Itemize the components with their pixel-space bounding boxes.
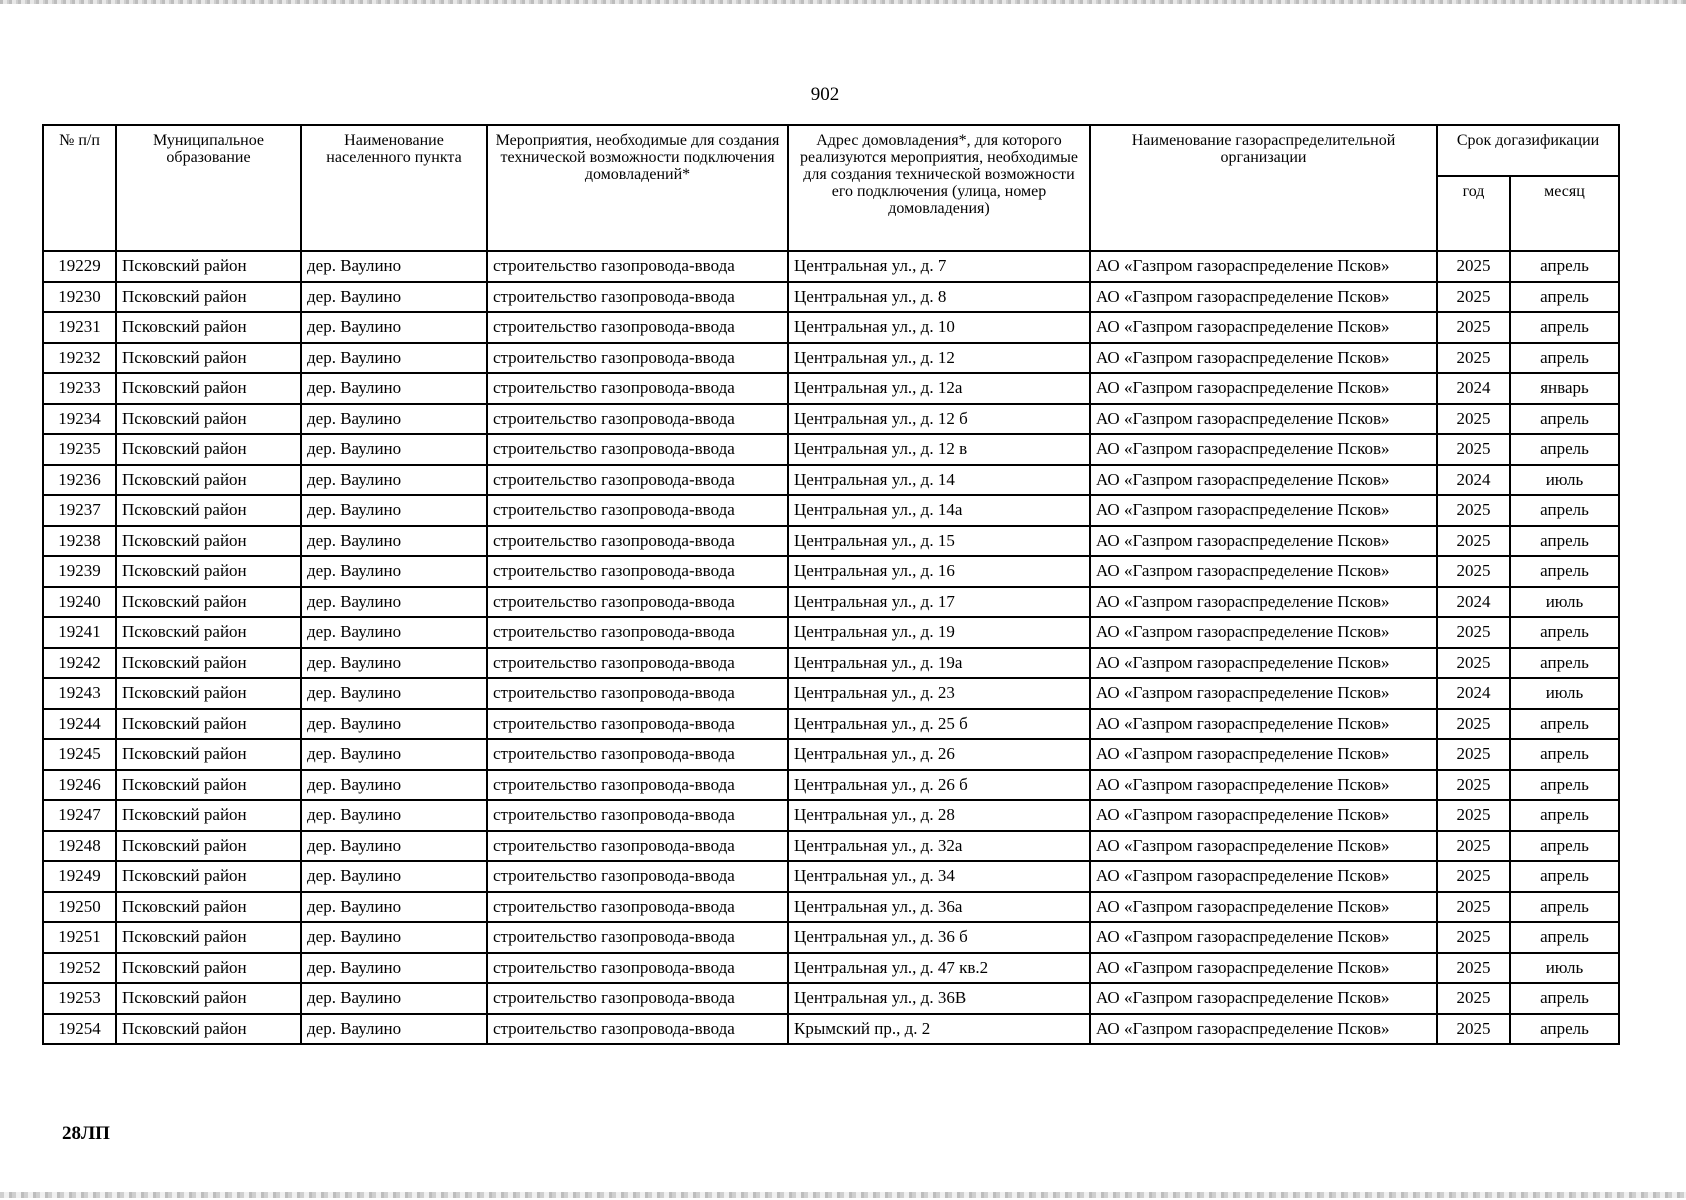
- cell-address: Центральная ул., д. 36 б: [788, 922, 1090, 953]
- cell-organization: АО «Газпром газораспределение Псков»: [1090, 556, 1437, 587]
- table-row: [43, 556, 1619, 587]
- cell-organization: АО «Газпром газораспределение Псков»: [1090, 251, 1437, 282]
- cell-organization: АО «Газпром газораспределение Псков»: [1090, 404, 1437, 435]
- cell-num: 19231: [43, 312, 116, 343]
- cell-address: Центральная ул., д. 16: [788, 556, 1090, 587]
- cell-num: 19232: [43, 343, 116, 374]
- cell-month: апрель: [1510, 648, 1619, 679]
- cell-year: 2025: [1437, 892, 1510, 923]
- cell-measure: строительство газопровода-ввода: [487, 465, 788, 496]
- cell-year: 2024: [1437, 587, 1510, 618]
- cell-settlement: дер. Ваулино: [301, 831, 487, 862]
- cell-address: Центральная ул., д. 47 кв.2: [788, 953, 1090, 984]
- table-row: [43, 526, 1619, 557]
- cell-settlement: дер. Ваулино: [301, 800, 487, 831]
- cell-num: 19243: [43, 678, 116, 709]
- cell-organization: АО «Газпром газораспределение Псков»: [1090, 373, 1437, 404]
- cell-year: 2024: [1437, 465, 1510, 496]
- header-term: Срок догазификации: [1437, 125, 1619, 176]
- cell-municipality: Псковский район: [116, 465, 301, 496]
- cell-num: 19244: [43, 709, 116, 740]
- table-row: [43, 404, 1619, 435]
- table-row: [43, 831, 1619, 862]
- footer-code: 28ЛП: [62, 1123, 110, 1144]
- header-measures: Мероприятия, необходимые для создания технической возможности подключения домовладений*: [487, 125, 788, 251]
- cell-settlement: дер. Ваулино: [301, 709, 487, 740]
- cell-settlement: дер. Ваулино: [301, 678, 487, 709]
- cell-measure: строительство газопровода-ввода: [487, 373, 788, 404]
- cell-measure: строительство газопровода-ввода: [487, 617, 788, 648]
- cell-municipality: Псковский район: [116, 526, 301, 557]
- cell-organization: АО «Газпром газораспределение Псков»: [1090, 861, 1437, 892]
- cell-num: 19254: [43, 1014, 116, 1045]
- cell-measure: строительство газопровода-ввода: [487, 800, 788, 831]
- cell-year: 2025: [1437, 953, 1510, 984]
- cell-organization: АО «Газпром газораспределение Псков»: [1090, 709, 1437, 740]
- header-address: Адрес домовладения*, для которого реализуются мероприятия, необходимые для создания технической возможности его подключения (улица, номер домовладения): [788, 125, 1090, 251]
- cell-measure: строительство газопровода-ввода: [487, 770, 788, 801]
- cell-organization: АО «Газпром газораспределение Псков»: [1090, 739, 1437, 770]
- cell-organization: АО «Газпром газораспределение Псков»: [1090, 648, 1437, 679]
- cell-year: 2025: [1437, 739, 1510, 770]
- cell-year: 2025: [1437, 312, 1510, 343]
- cell-settlement: дер. Ваулино: [301, 343, 487, 374]
- cell-settlement: дер. Ваулино: [301, 983, 487, 1014]
- cell-address: Центральная ул., д. 15: [788, 526, 1090, 557]
- cell-settlement: дер. Ваулино: [301, 404, 487, 435]
- cell-num: 19239: [43, 556, 116, 587]
- cell-settlement: дер. Ваулино: [301, 922, 487, 953]
- cell-month: июль: [1510, 465, 1619, 496]
- cell-municipality: Псковский район: [116, 434, 301, 465]
- cell-address: Центральная ул., д. 14а: [788, 495, 1090, 526]
- cell-year: 2025: [1437, 922, 1510, 953]
- cell-month: апрель: [1510, 831, 1619, 862]
- cell-municipality: Псковский район: [116, 251, 301, 282]
- cell-address: Центральная ул., д. 17: [788, 587, 1090, 618]
- table-row: [43, 861, 1619, 892]
- cell-num: 19253: [43, 983, 116, 1014]
- cell-measure: строительство газопровода-ввода: [487, 495, 788, 526]
- cell-num: 19236: [43, 465, 116, 496]
- cell-municipality: Псковский район: [116, 678, 301, 709]
- cell-month: апрель: [1510, 434, 1619, 465]
- cell-month: июль: [1510, 587, 1619, 618]
- cell-num: 19248: [43, 831, 116, 862]
- header-num: № п/п: [43, 125, 116, 251]
- cell-measure: строительство газопровода-ввода: [487, 587, 788, 618]
- cell-address: Центральная ул., д. 25 б: [788, 709, 1090, 740]
- cell-measure: строительство газопровода-ввода: [487, 678, 788, 709]
- cell-municipality: Псковский район: [116, 373, 301, 404]
- cell-month: апрель: [1510, 922, 1619, 953]
- cell-month: апрель: [1510, 312, 1619, 343]
- cell-organization: АО «Газпром газораспределение Псков»: [1090, 953, 1437, 984]
- cell-year: 2025: [1437, 251, 1510, 282]
- cell-address: Центральная ул., д. 32а: [788, 831, 1090, 862]
- table-row: [43, 678, 1619, 709]
- table-row: [43, 1014, 1619, 1045]
- cell-organization: АО «Газпром газораспределение Псков»: [1090, 617, 1437, 648]
- cell-municipality: Псковский район: [116, 556, 301, 587]
- cell-settlement: дер. Ваулино: [301, 312, 487, 343]
- table-row: [43, 922, 1619, 953]
- cell-organization: АО «Газпром газораспределение Псков»: [1090, 800, 1437, 831]
- cell-year: 2025: [1437, 709, 1510, 740]
- gasification-table: [42, 124, 1620, 1045]
- cell-num: 19240: [43, 587, 116, 618]
- cell-settlement: дер. Ваулино: [301, 617, 487, 648]
- table-row: [43, 617, 1619, 648]
- cell-year: 2025: [1437, 526, 1510, 557]
- header-municipality: Муниципальное образование: [116, 125, 301, 251]
- cell-month: апрель: [1510, 617, 1619, 648]
- cell-num: 19249: [43, 861, 116, 892]
- cell-organization: АО «Газпром газораспределение Псков»: [1090, 343, 1437, 374]
- header-month: месяц: [1510, 176, 1619, 251]
- cell-settlement: дер. Ваулино: [301, 373, 487, 404]
- table-row: [43, 770, 1619, 801]
- cell-address: Крымский пр., д. 2: [788, 1014, 1090, 1045]
- cell-municipality: Псковский район: [116, 648, 301, 679]
- cell-address: Центральная ул., д. 26: [788, 739, 1090, 770]
- cell-organization: АО «Газпром газораспределение Псков»: [1090, 831, 1437, 862]
- cell-num: 19251: [43, 922, 116, 953]
- cell-measure: строительство газопровода-ввода: [487, 251, 788, 282]
- cell-num: 19241: [43, 617, 116, 648]
- cell-municipality: Псковский район: [116, 617, 301, 648]
- scan-edge-top: [0, 0, 1686, 4]
- cell-measure: строительство газопровода-ввода: [487, 404, 788, 435]
- cell-measure: строительство газопровода-ввода: [487, 922, 788, 953]
- cell-organization: АО «Газпром газораспределение Псков»: [1090, 892, 1437, 923]
- cell-settlement: дер. Ваулино: [301, 282, 487, 313]
- cell-num: 19252: [43, 953, 116, 984]
- cell-address: Центральная ул., д. 8: [788, 282, 1090, 313]
- cell-address: Центральная ул., д. 26 б: [788, 770, 1090, 801]
- table-row: [43, 800, 1619, 831]
- cell-year: 2025: [1437, 861, 1510, 892]
- cell-year: 2024: [1437, 678, 1510, 709]
- cell-address: Центральная ул., д. 36а: [788, 892, 1090, 923]
- cell-settlement: дер. Ваулино: [301, 648, 487, 679]
- cell-measure: строительство газопровода-ввода: [487, 312, 788, 343]
- cell-measure: строительство газопровода-ввода: [487, 434, 788, 465]
- table-row: [43, 983, 1619, 1014]
- cell-month: апрель: [1510, 556, 1619, 587]
- cell-month: апрель: [1510, 526, 1619, 557]
- cell-year: 2025: [1437, 983, 1510, 1014]
- cell-settlement: дер. Ваулино: [301, 1014, 487, 1045]
- cell-settlement: дер. Ваулино: [301, 770, 487, 801]
- cell-municipality: Псковский район: [116, 587, 301, 618]
- cell-settlement: дер. Ваулино: [301, 251, 487, 282]
- cell-month: апрель: [1510, 495, 1619, 526]
- cell-organization: АО «Газпром газораспределение Псков»: [1090, 312, 1437, 343]
- cell-num: 19246: [43, 770, 116, 801]
- cell-measure: строительство газопровода-ввода: [487, 709, 788, 740]
- scan-edge-bottom: [0, 1192, 1686, 1198]
- cell-measure: строительство газопровода-ввода: [487, 526, 788, 557]
- cell-year: 2025: [1437, 800, 1510, 831]
- cell-year: 2025: [1437, 282, 1510, 313]
- table-row: [43, 343, 1619, 374]
- cell-measure: строительство газопровода-ввода: [487, 831, 788, 862]
- table-row: [43, 892, 1619, 923]
- cell-month: апрель: [1510, 251, 1619, 282]
- cell-municipality: Псковский район: [116, 831, 301, 862]
- cell-organization: АО «Газпром газораспределение Псков»: [1090, 922, 1437, 953]
- cell-organization: АО «Газпром газораспределение Псков»: [1090, 587, 1437, 618]
- cell-address: Центральная ул., д. 23: [788, 678, 1090, 709]
- table-row: [43, 251, 1619, 282]
- cell-year: 2025: [1437, 1014, 1510, 1045]
- cell-address: Центральная ул., д. 12а: [788, 373, 1090, 404]
- cell-organization: АО «Газпром газораспределение Псков»: [1090, 465, 1437, 496]
- cell-num: 19250: [43, 892, 116, 923]
- cell-settlement: дер. Ваулино: [301, 465, 487, 496]
- cell-organization: АО «Газпром газораспределение Псков»: [1090, 282, 1437, 313]
- cell-municipality: Псковский район: [116, 892, 301, 923]
- cell-settlement: дер. Ваулино: [301, 434, 487, 465]
- cell-num: 19229: [43, 251, 116, 282]
- cell-year: 2025: [1437, 343, 1510, 374]
- cell-municipality: Псковский район: [116, 312, 301, 343]
- cell-municipality: Псковский район: [116, 343, 301, 374]
- cell-organization: АО «Газпром газораспределение Псков»: [1090, 1014, 1437, 1045]
- cell-address: Центральная ул., д. 10: [788, 312, 1090, 343]
- cell-municipality: Псковский район: [116, 983, 301, 1014]
- cell-year: 2025: [1437, 556, 1510, 587]
- cell-num: 19237: [43, 495, 116, 526]
- cell-municipality: Псковский район: [116, 739, 301, 770]
- cell-month: апрель: [1510, 800, 1619, 831]
- table-row: [43, 587, 1619, 618]
- cell-month: апрель: [1510, 1014, 1619, 1045]
- cell-municipality: Псковский район: [116, 709, 301, 740]
- cell-num: 19230: [43, 282, 116, 313]
- page-number: 902: [810, 84, 840, 105]
- cell-address: Центральная ул., д. 19: [788, 617, 1090, 648]
- cell-month: апрель: [1510, 983, 1619, 1014]
- table-body: [43, 251, 1619, 1044]
- cell-organization: АО «Газпром газораспределение Псков»: [1090, 495, 1437, 526]
- cell-measure: строительство газопровода-ввода: [487, 1014, 788, 1045]
- cell-address: Центральная ул., д. 14: [788, 465, 1090, 496]
- table-row: [43, 495, 1619, 526]
- cell-month: апрель: [1510, 404, 1619, 435]
- cell-municipality: Псковский район: [116, 770, 301, 801]
- cell-year: 2025: [1437, 495, 1510, 526]
- cell-year: 2024: [1437, 373, 1510, 404]
- cell-num: 19233: [43, 373, 116, 404]
- table-row: [43, 648, 1619, 679]
- cell-month: апрель: [1510, 861, 1619, 892]
- table-row: [43, 709, 1619, 740]
- cell-num: 19235: [43, 434, 116, 465]
- cell-organization: АО «Газпром газораспределение Псков»: [1090, 678, 1437, 709]
- cell-num: 19238: [43, 526, 116, 557]
- cell-municipality: Псковский район: [116, 404, 301, 435]
- table-row: [43, 465, 1619, 496]
- header-organization: Наименование газораспределительной организации: [1090, 125, 1437, 251]
- cell-num: 19247: [43, 800, 116, 831]
- cell-settlement: дер. Ваулино: [301, 587, 487, 618]
- cell-measure: строительство газопровода-ввода: [487, 861, 788, 892]
- cell-month: апрель: [1510, 739, 1619, 770]
- cell-month: январь: [1510, 373, 1619, 404]
- cell-measure: строительство газопровода-ввода: [487, 343, 788, 374]
- cell-year: 2025: [1437, 617, 1510, 648]
- cell-num: 19245: [43, 739, 116, 770]
- cell-measure: строительство газопровода-ввода: [487, 556, 788, 587]
- cell-municipality: Псковский район: [116, 953, 301, 984]
- cell-measure: строительство газопровода-ввода: [487, 953, 788, 984]
- table-row: [43, 739, 1619, 770]
- header-year: год: [1437, 176, 1510, 251]
- cell-num: 19242: [43, 648, 116, 679]
- cell-settlement: дер. Ваулино: [301, 739, 487, 770]
- cell-organization: АО «Газпром газораспределение Псков»: [1090, 770, 1437, 801]
- cell-month: апрель: [1510, 282, 1619, 313]
- cell-month: апрель: [1510, 343, 1619, 374]
- cell-year: 2025: [1437, 831, 1510, 862]
- cell-settlement: дер. Ваулино: [301, 556, 487, 587]
- cell-year: 2025: [1437, 404, 1510, 435]
- cell-address: Центральная ул., д. 28: [788, 800, 1090, 831]
- cell-measure: строительство газопровода-ввода: [487, 892, 788, 923]
- cell-address: Центральная ул., д. 36В: [788, 983, 1090, 1014]
- table-row: [43, 953, 1619, 984]
- cell-num: 19234: [43, 404, 116, 435]
- cell-measure: строительство газопровода-ввода: [487, 739, 788, 770]
- header-settlement: Наименование населенного пункта: [301, 125, 487, 251]
- cell-organization: АО «Газпром газораспределение Псков»: [1090, 434, 1437, 465]
- cell-year: 2025: [1437, 648, 1510, 679]
- cell-year: 2025: [1437, 434, 1510, 465]
- cell-address: Центральная ул., д. 12: [788, 343, 1090, 374]
- cell-settlement: дер. Ваулино: [301, 953, 487, 984]
- cell-measure: строительство газопровода-ввода: [487, 983, 788, 1014]
- cell-municipality: Псковский район: [116, 922, 301, 953]
- cell-settlement: дер. Ваулино: [301, 526, 487, 557]
- cell-organization: АО «Газпром газораспределение Псков»: [1090, 526, 1437, 557]
- cell-measure: строительство газопровода-ввода: [487, 648, 788, 679]
- cell-municipality: Псковский район: [116, 861, 301, 892]
- table-row: [43, 373, 1619, 404]
- table-row: [43, 312, 1619, 343]
- cell-address: Центральная ул., д. 7: [788, 251, 1090, 282]
- cell-settlement: дер. Ваулино: [301, 495, 487, 526]
- cell-organization: АО «Газпром газораспределение Псков»: [1090, 983, 1437, 1014]
- cell-municipality: Псковский район: [116, 282, 301, 313]
- cell-address: Центральная ул., д. 12 в: [788, 434, 1090, 465]
- table-row: [43, 434, 1619, 465]
- cell-municipality: Псковский район: [116, 495, 301, 526]
- table-row: [43, 282, 1619, 313]
- cell-address: Центральная ул., д. 19а: [788, 648, 1090, 679]
- cell-measure: строительство газопровода-ввода: [487, 282, 788, 313]
- cell-month: июль: [1510, 953, 1619, 984]
- cell-month: апрель: [1510, 892, 1619, 923]
- cell-settlement: дер. Ваулино: [301, 861, 487, 892]
- cell-year: 2025: [1437, 770, 1510, 801]
- cell-month: апрель: [1510, 709, 1619, 740]
- cell-municipality: Псковский район: [116, 1014, 301, 1045]
- cell-address: Центральная ул., д. 12 б: [788, 404, 1090, 435]
- cell-month: июль: [1510, 678, 1619, 709]
- cell-address: Центральная ул., д. 34: [788, 861, 1090, 892]
- cell-month: апрель: [1510, 770, 1619, 801]
- cell-municipality: Псковский район: [116, 800, 301, 831]
- cell-settlement: дер. Ваулино: [301, 892, 487, 923]
